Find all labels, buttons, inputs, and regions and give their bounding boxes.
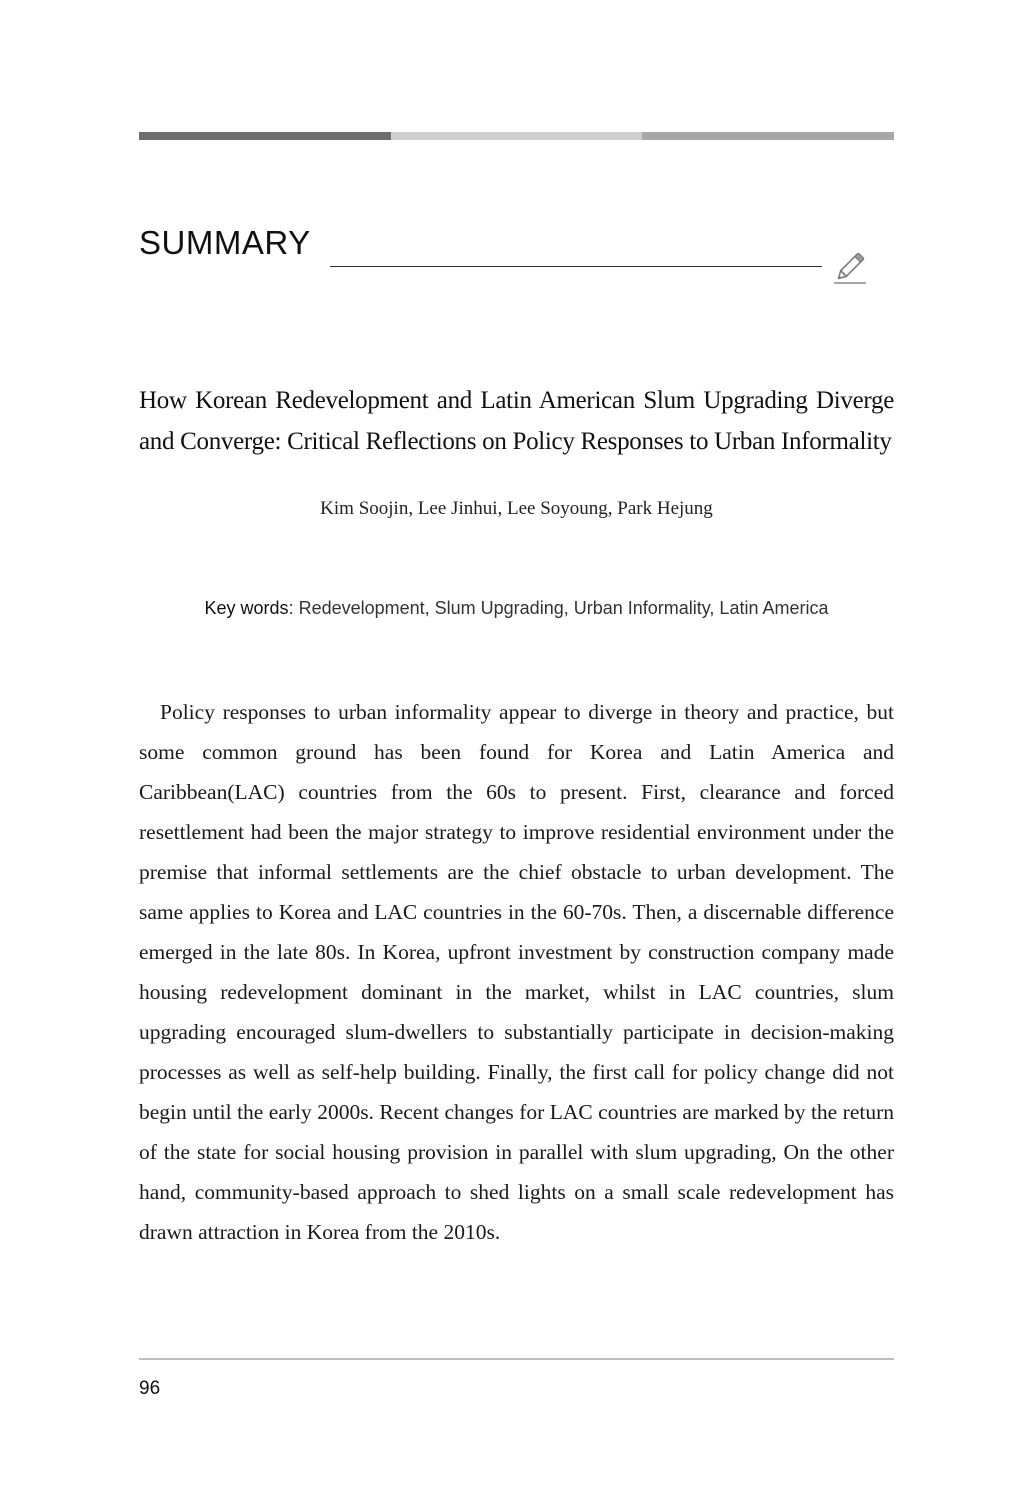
summary-underline <box>330 266 822 267</box>
keywords-list: : Redevelopment, Slum Upgrading, Urban Informality, Latin America <box>288 598 829 618</box>
keywords-label: Key words <box>204 598 289 618</box>
header-decorative-bar <box>139 132 894 140</box>
header-bar-segment-dark <box>139 132 391 140</box>
pencil-icon <box>832 244 872 286</box>
summary-heading: SUMMARY <box>139 224 311 261</box>
page-number: 96 <box>139 1378 161 1399</box>
paper-title: How Korean Redevelopment and Latin American Slum Upgrading Diverge and Converge: Critical Reflections on Policy Responses to Urban Informality <box>139 387 894 455</box>
footer-rule <box>139 1358 894 1360</box>
header-bar-segment-light <box>391 132 643 140</box>
keywords-line <box>139 598 894 619</box>
header-bar-segment-mid <box>642 132 894 140</box>
authors: Kim Soojin, Lee Jinhui, Lee Soyoung, Park Hejung <box>320 498 713 519</box>
summary-body: Policy responses to urban informality appear to diverge in theory and practice, but some common ground has been found for Korea and Latin America and Caribbean(LAC) countries from the 60s to present. First, clearance and forced resettlement had been the major strategy to improve residential environment under the premise that informal settlements are the chief obstacle to urban development. The same applies to Korea and LAC countries in the 60-70s. Then, a discernable difference emerged in the late 80s. In Korea, upfront investment by construction company made housing redevelopment dominant in the market, whilst in LAC countries, slum upgrading encouraged slum-dwellers to substantially participate in decision-making processes as well as self-help building. Finally, the first call for policy change did not begin until the early 2000s. Recent changes for LAC countries are marked by the return of the state for social housing provision in parallel with slum upgrading, On the other hand, community-based approach to shed lights on a small scale redevelopment has drawn attraction in Korea from the 2010s. <box>139 700 894 1244</box>
